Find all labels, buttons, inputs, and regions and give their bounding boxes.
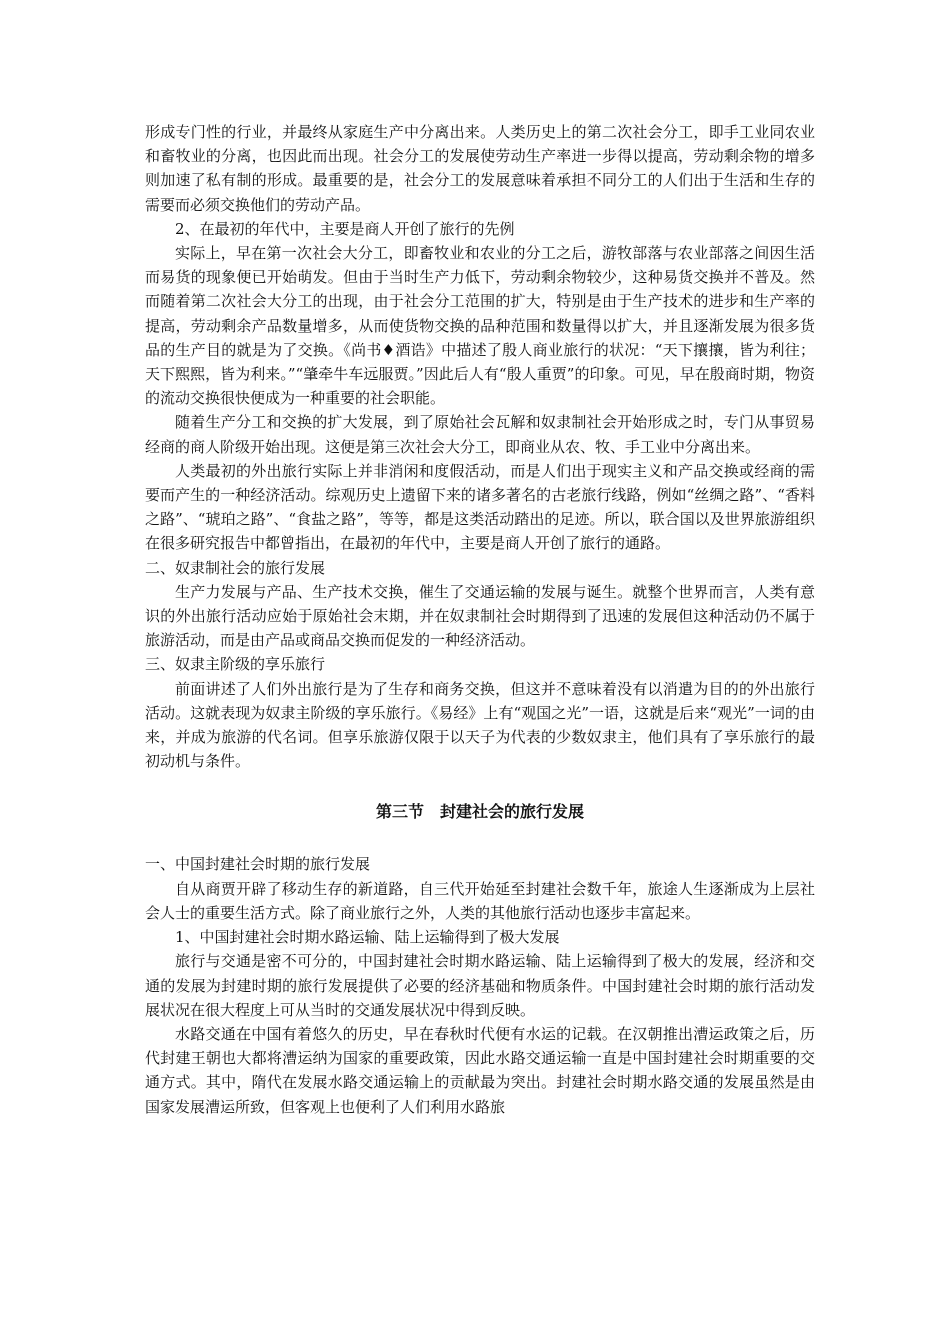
paragraph-merchant-class: 随着生产分工和交换的扩大发展，到了原始社会瓦解和奴隶制社会开始形成之时，专门从事贸易经商的商人阶级开始出现。这便是第三次社会大分工，即商业从农、牧、手工业中分离出来。 <box>145 413 815 456</box>
paragraph-travel-and-transport: 旅行与交通是密不可分的，中国封建社会时期水路运输、陆上运输得到了极大的发展，经济和交通的发展为封建时期的旅行发展提供了必要的经济基础和物质条件。中国封建社会时期的旅行活动发展状况在很大程度上可从当时的交通发展状况中得到反映。 <box>145 952 815 1019</box>
paragraph-transport-development: 生产力发展与产品、生产技术交换，催生了交通运输的发展与诞生。就整个世界而言，人类有意识的外出旅行活动应始于原始社会末期，并在奴隶制社会时期得到了迅速的发展但这种活动仍不属于旅游活动，而是由产品或商品交换而促发的一种经济活动。 <box>145 582 815 650</box>
paragraph-travel-lifestyle: 自从商贾开辟了移动生存的新道路，自三代开始延至封建社会数千年，旅途人生逐渐成为上层社会人士的重要生活方式。除了商业旅行之外，人类的其他旅行活动也逐步丰富起来。 <box>145 879 815 922</box>
heading-feudal-china-travel: 一、中国封建社会时期的旅行发展 <box>145 855 371 874</box>
paragraph-trade-routes: 人类最初的外出旅行实际上并非消闲和度假活动，而是人们出于现实主义和产品交换或经商的需要而产生的一种经济活动。综观历史上遗留下来的诸多著名的古老旅行线路，例如“丝绸之路”、“香料之路”、“琥珀之路”、“食盐之路”，等等，都是这类活动踏出的足迹。所以，联合国以及世界旅游组织在很多研究报告中都曾指出，在最初的年代中，主要是商人开创了旅行的通路。 <box>145 461 815 553</box>
subheading-transport-growth: 1、中国封建社会时期水路运输、陆上运输得到了极大发展 <box>175 928 560 947</box>
heading-pleasure-travel: 三、奴隶主阶级的享乐旅行 <box>145 655 326 674</box>
paragraph-sightseeing-origin: 前面讲述了人们外出旅行是为了生存和商务交换，但这并不意味着没有以消遣为目的的外出旅行活动。这就表现为奴隶主阶级的享乐旅行。《易经》上有“观国之光”一语，这就是后来“观光”一词的由来，并成为旅游的代名词。但享乐旅游仅限于以天子为代表的少数奴隶主，他们具有了享乐旅行的最初动机与条件。 <box>145 679 815 771</box>
document-page <box>145 120 815 1119</box>
heading-slavery-travel: 二、奴隶制社会的旅行发展 <box>145 558 326 577</box>
section-title: 第三节 封建社会的旅行发展 <box>375 802 584 822</box>
paragraph-barter-trade: 实际上，早在第一次社会大分工，即畜牧业和农业的分工之后，游牧部落与农业部落之间因生活而易货的现象便已开始萌发。但由于当时生产力低下，劳动剩余物较少，这种易货交换并不普及。然而随着第二次社会大分工的出现，由于社会分工范围的扩大，特别是由于生产技术的进步和生产率的提高，劳动剩余产品数量增多，从而使货物交换的品种范围和数量得以扩大，并且逐渐发展为很多货品的生产目的就是为了交换。《尚书♦酒诰》中描述了殷人商业旅行的状况：“天下攘攘，皆为利往；天下熙熙，皆为利来。”“肇牵牛车远服贾。”因此后人有“殷人重贾”的印象。可见，早在殷商时期，物资的流动交换很快便成为一种重要的社会职能。 <box>145 244 815 408</box>
paragraph-division-of-labor: 形成专门性的行业，并最终从家庭生产中分离出来。人类历史上的第二次社会分工，即手工业同农业和畜牧业的分离，也因此而出现。社会分工的发展使劳动生产率进一步得以提高，劳动剩余物的增多则加速了私有制的形成。最重要的是，社会分工的发展意味着承担不同分工的人们出于生活和生存的需要而必须交换他们的劳动产品。 <box>145 123 815 214</box>
subheading-merchants-pioneered: 2、在最初的年代中，主要是商人开创了旅行的先例 <box>175 219 515 238</box>
paragraph-water-transport: 水路交通在中国有着悠久的历史，早在春秋时代便有水运的记载。在汉朝推出漕运政策之后，历代封建王朝也大都将漕运纳为国家的重要政策，因此水路交通运输一直是中国封建社会时期重要的交通方式。其中，隋代在发展水路交通运输上的贡献最为突出。封建社会时期水路交通的发展虽然是由国家发展漕运所致，但客观上也便利了人们利用水路旅 <box>145 1024 815 1116</box>
